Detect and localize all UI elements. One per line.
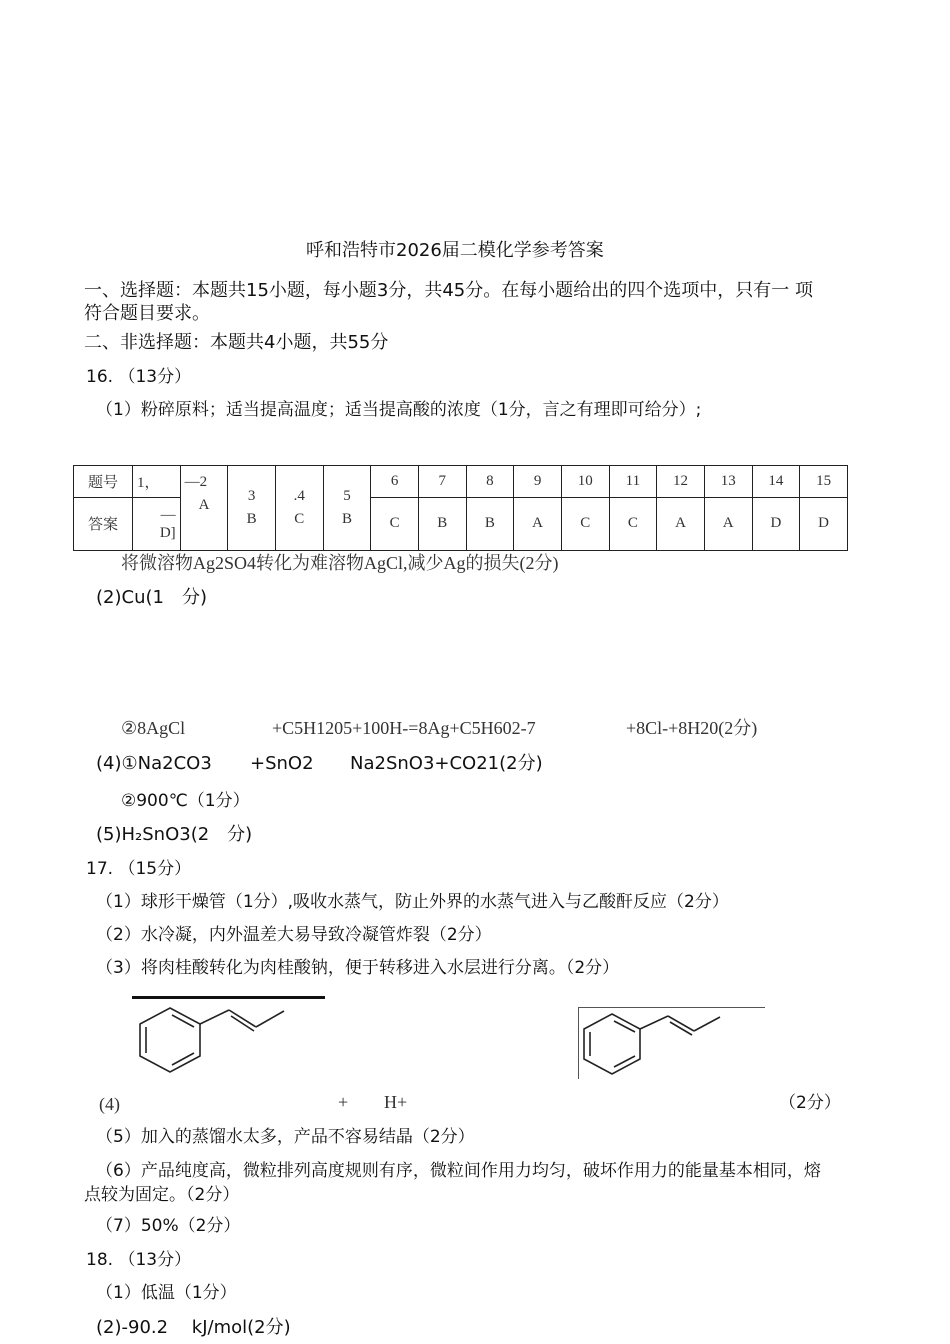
section-one-heading: 一、选择题：本题共15小题，每小题3分，共45分。在每小题给出的四个选项中，只有一 项符合题目要求。 [84, 280, 813, 324]
table-cell: 5 B [323, 466, 371, 551]
table-cell: 12 [657, 466, 705, 498]
page-title: 呼和浩特市2026届二模化学参考答案 [306, 240, 604, 261]
q16-part4-reactant2: +SnO2 [250, 753, 314, 774]
q17-part4-score: （2分） [779, 1093, 841, 1113]
question-17-heading: 17. （15分） [86, 859, 192, 879]
q17-part6: （6）产品纯度高，微粒排列高度规则有序，微粒间作用力均匀，破坏作用力的能量基本相同，熔点较为固定。（2分） [84, 1161, 821, 1205]
styrene-structure-left [132, 1000, 292, 1075]
q17-part4-label: (4) [99, 1094, 120, 1114]
table-cell: C [561, 497, 609, 550]
q16-part5: (5)H₂SnO3(2 分) [96, 824, 253, 845]
q17-part2: （2）水冷凝，内外温差大易导致冷凝管炸裂（2分） [96, 925, 492, 945]
table-cell: D [752, 497, 800, 550]
q18-part2: (2)-90.2 kJ/mol(2分) [96, 1317, 291, 1338]
q17-part1: （1）球形干燥管（1分）,吸收水蒸气，防止外界的水蒸气进入与乙酸酐反应（2分） [96, 892, 729, 912]
table-cell: A [514, 497, 562, 550]
table-cell: 9 [514, 466, 562, 498]
table-cell: 1， [133, 466, 181, 498]
q17-part4-plus: + [338, 1092, 349, 1112]
table-cell: 6 [371, 466, 419, 498]
q16-part3-eq-left: ②8AgCl [121, 718, 186, 738]
table-header-answer: 答案 [74, 497, 133, 550]
q16-part4-reactant: (4)①Na2CO3 [96, 753, 212, 774]
q18-part1: （1）低温（1分） [96, 1283, 237, 1303]
table-cell: .4 C [275, 466, 323, 551]
table-cell: C [371, 497, 419, 550]
table-cell: A [657, 497, 705, 550]
table-cell: 8 [466, 466, 514, 498]
table-cell: —2 A [180, 466, 228, 551]
frame-left-line [578, 1007, 579, 1079]
q17-part5: （5）加入的蒸馏水太多，产品不容易结晶（2分） [96, 1127, 475, 1147]
q17-part4-proton: H+ [384, 1092, 408, 1112]
table-cell: 10 [561, 466, 609, 498]
table-cell: C [609, 497, 657, 550]
table-cell: — D] [133, 497, 181, 550]
q16-part2: (2)Cu(1 分) [96, 587, 207, 608]
q17-part7: （7）50%（2分） [96, 1216, 241, 1236]
table-cell: D [800, 497, 848, 550]
q16-part4-product: Na2SnO3+CO21(2分) [350, 753, 543, 774]
q16-part3-eq-middle: +C5H1205+100H-=8Ag+C5H602-7 [272, 718, 536, 738]
table-cell: A [704, 497, 752, 550]
table-cell: 13 [704, 466, 752, 498]
underline-bar [132, 996, 325, 999]
answer-table [73, 465, 848, 551]
question-16-heading: 16. （13分） [86, 367, 192, 387]
table-cell: B [418, 497, 466, 550]
styrene-structure-right [580, 1008, 730, 1080]
section-two-heading: 二、非选择题：本题共4小题，共55分 [84, 332, 389, 353]
table-cell: 15 [800, 466, 848, 498]
q17-part3: （3）将肉桂酸转化为肉桂酸钠，便于转移进入水层进行分离。（2分） [96, 958, 620, 978]
q16-part1-continued: 将微溶物Ag2SO4转化为难溶物AgCl,减少Ag的损失(2分) [121, 553, 559, 573]
q16-part1: （1）粉碎原料；适当提高温度；适当提高酸的浓度（1分，言之有理即可给分）; [96, 400, 702, 420]
table-cell: 14 [752, 466, 800, 498]
table-cell: B [466, 497, 514, 550]
question-18-heading: 18. （13分） [86, 1250, 192, 1270]
table-cell: 11 [609, 466, 657, 498]
table-cell: 7 [418, 466, 466, 498]
table-row [74, 466, 848, 498]
q16-part4-temperature: ②900℃（1分） [121, 791, 250, 811]
table-cell: 3 B [228, 466, 276, 551]
q16-part3-eq-right: +8Cl-+8H20(2分) [626, 718, 758, 738]
table-header-number: 题号 [74, 466, 133, 498]
